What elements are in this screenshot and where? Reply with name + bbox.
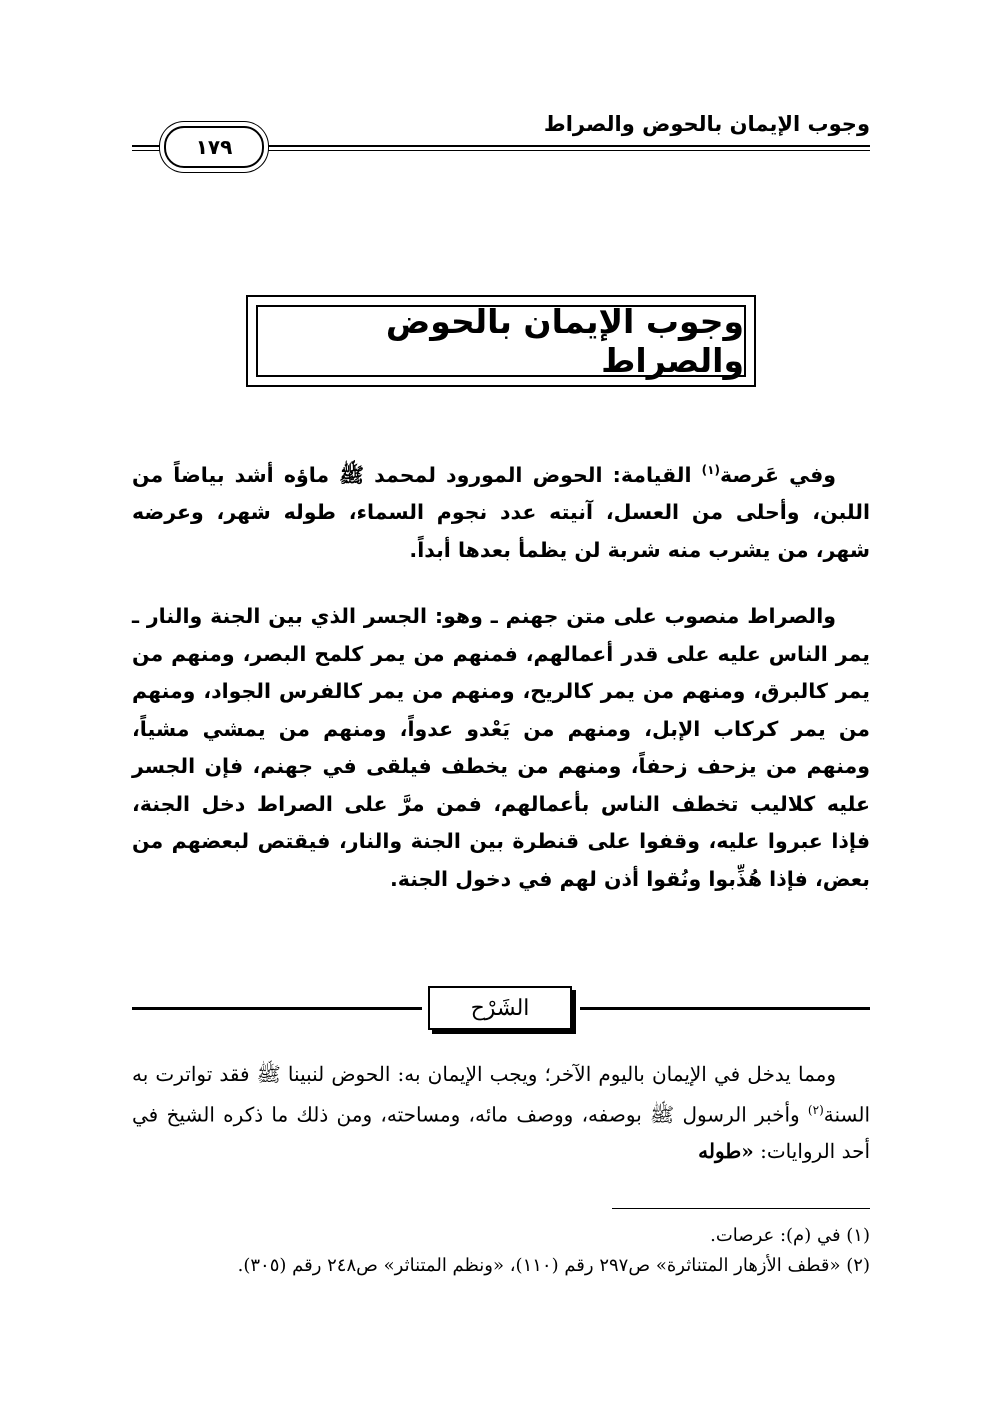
footnote-2: (٢) «قطف الأزهار المتناثرة» ص٢٩٧ رقم (١١٠)، «ونظم المتناثر» ص٢٤٨ رقم (٣٠٥). bbox=[237, 1255, 870, 1276]
page-number: ١٧٩ bbox=[195, 135, 233, 159]
footnote-separator bbox=[612, 1208, 870, 1209]
footnote-ref-2: (٢) bbox=[807, 1103, 824, 1117]
paragraph-hawd bbox=[132, 452, 870, 569]
running-header-title: وجوب الإيمان بالحوض والصراط bbox=[543, 112, 870, 136]
paragraph-hawd-start: وفي عَرصة bbox=[719, 462, 836, 487]
sharh-rule-left bbox=[132, 1007, 422, 1010]
commentary-paragraph bbox=[132, 1056, 870, 1169]
commentary-start: ومما يدخل في الإيمان باليوم الآخر؛ ويجب الإيمان به: الحوض لنبينا ﷺ فقد تواترت به السنة bbox=[132, 1062, 870, 1127]
chapter-title: وجوب الإيمان بالحوض والصراط bbox=[385, 302, 744, 380]
paragraph-hawd-rest: القيامة: الحوض المورود لمحمد ﷺ ماؤه أشد بياضاً من اللبن، وأحلى من العسل، آنيته عدد نجوم السماء، طوله شهر، وعرضه شهر، من يشرب منه شربة لن يظمأ بعدها أبداً. bbox=[132, 462, 870, 562]
sharh-label: الشَرْح bbox=[428, 986, 572, 1030]
chapter-title-frame bbox=[246, 295, 756, 387]
sharh-rule-right bbox=[580, 1007, 870, 1010]
commentary-rest: وأخبر الرسول ﷺ بوصفه، ووصف مائه، ومساحته، ومن ذلك ما ذكره الشيخ في أحد الروايات: bbox=[132, 1102, 870, 1163]
footnote-1: (١) في (م): عرصات. bbox=[710, 1225, 870, 1246]
paragraph-sirat: والصراط منصوب على متن جهنم ـ وهو: الجسر الذي بين الجنة والنار ـ يمر الناس عليه على قدر أعمالهم، فمنهم من يمر كلمح البصر، ومنهم من يمر كالبرق، ومنهم من يمر كالريح، ومنهم من يمر كالفرس الجواد، ومنهم من يمر كركاب الإبل، ومنهم من يَعْدو عدواً، ومنهم من يمشي مشياً، ومنهم من يزحف زحفاً، ومنهم من يخطف فيلقى في جهنم، فإن الجسر عليه كلاليب تخطف الناس بأعمالهم، فمن مرَّ على الصراط دخل الجنة، فإذا عبروا عليه، وقفوا على قنطرة بين الجنة والنار، فيقتص لبعضهم من بعض، فإذا هُذِّبوا ونُقوا أذن لهم في دخول الجنة. bbox=[132, 604, 870, 891]
footnote-ref-1: (١) bbox=[701, 463, 720, 477]
chapter-title-inner-frame bbox=[256, 302, 746, 380]
commentary-quote-start: «طوله bbox=[698, 1138, 754, 1163]
page-number-badge bbox=[164, 126, 264, 168]
